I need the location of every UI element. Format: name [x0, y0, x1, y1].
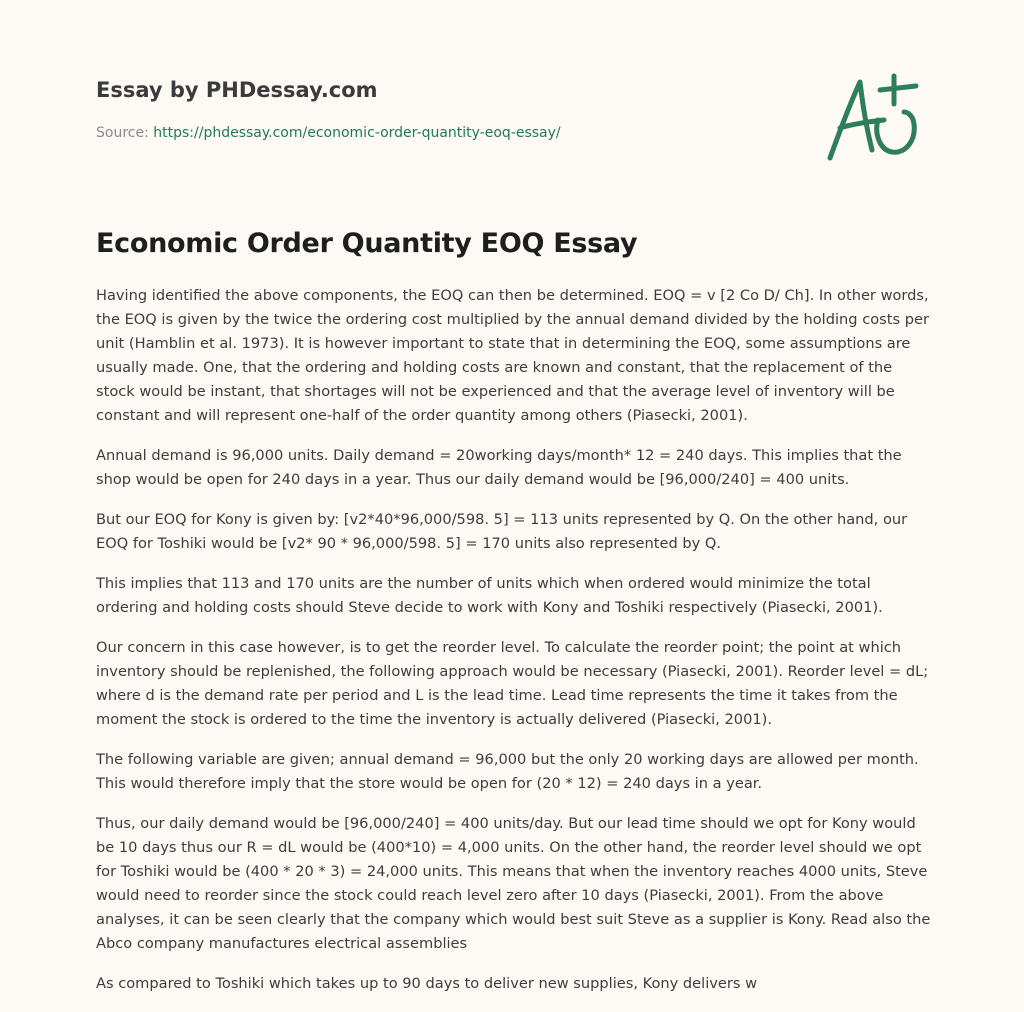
essay-paragraph: But our EOQ for Kony is given by: [v2*40*96,000/598. 5] = 113 units represented by Q. On the other hand, our EOQ for Toshiki would be [v2* 90 * 96,000/598. 5] = 170 units also represented by Q. [96, 511, 908, 552]
source-link[interactable]: https://phdessay.com/economic-order-quantity-eoq-essay/ [153, 125, 561, 141]
a-plus-logo-icon [822, 68, 926, 164]
site-brand: Essay by PHDessay.com [96, 78, 378, 102]
essay-paragraph: Thus, our daily demand would be [96,000/240] = 400 units/day. But our lead time should we opt for Kony would be 10 days thus our R = dL would be (400*10) = 4,000 units. On the other hand, the reorder level should we opt for Toshiki would be (400 * 20 * 3) = 24,000 units. This means that when the inventory reaches 4000 units, Steve would need to reorder since the stock could reach level zero after 10 days (Piasecki, 2001). From the above analyses, it can be seen clearly that the company which would best suit Steve as a supplier is Kony. Read also the Abco company manufactures electrical assemblies [96, 815, 931, 952]
essay-paragraph: The following variable are given; annual demand = 96,000 but the only 20 working days are allowed per month. This would therefore imply that the store would be open for (20 * 12) = 240 days in a year. [96, 751, 919, 792]
essay-paragraph: Our concern in this case however, is to get the reorder level. To calculate the reorder point; the point at which inventory should be replenished, the following approach would be necessary (Piasecki, 2001). Reorder level = dL; where d is the demand rate per period and L is the lead time. Lead time represents the time it takes from the moment the stock is ordered to the time the inventory is actually delivered (Piasecki, 2001). [96, 639, 929, 728]
essay-body [96, 284, 932, 1012]
source-label: Source: [96, 125, 149, 141]
essay-paragraph: This implies that 113 and 170 units are the number of units which when ordered would minimize the total ordering and holding costs should Steve decide to work with Kony and Toshiki respectively (Piasecki, 2001). [96, 575, 883, 616]
essay-header [96, 78, 796, 142]
essay-paragraph: Annual demand is 96,000 units. Daily demand = 20working days/month* 12 = 240 days. This implies that the shop would be open for 240 days in a year. Thus our daily demand would be [96,000/240] = 400 units. [96, 447, 902, 488]
essay-title: Economic Order Quantity EOQ Essay [96, 228, 638, 259]
source-line [96, 124, 796, 142]
essay-paragraph: As compared to Toshiki which takes up to 90 days to deliver new supplies, Kony delivers w [96, 975, 758, 992]
essay-paragraph: Having identified the above components, the EOQ can then be determined. EOQ = v [2 Co D/ Ch]. In other words, the EOQ is given by the twice the ordering cost multiplied by the annual demand divided by the holding costs per unit (Hamblin et al. 1973). It is however important to state that in determining the EOQ, some assumptions are usually made. One, that the ordering and holding costs are known and constant, that the replacement of the stock would be instant, that shortages will not be experienced and that the average level of inventory will be constant and will represent one-half of the order quantity among others (Piasecki, 2001). [96, 287, 929, 424]
